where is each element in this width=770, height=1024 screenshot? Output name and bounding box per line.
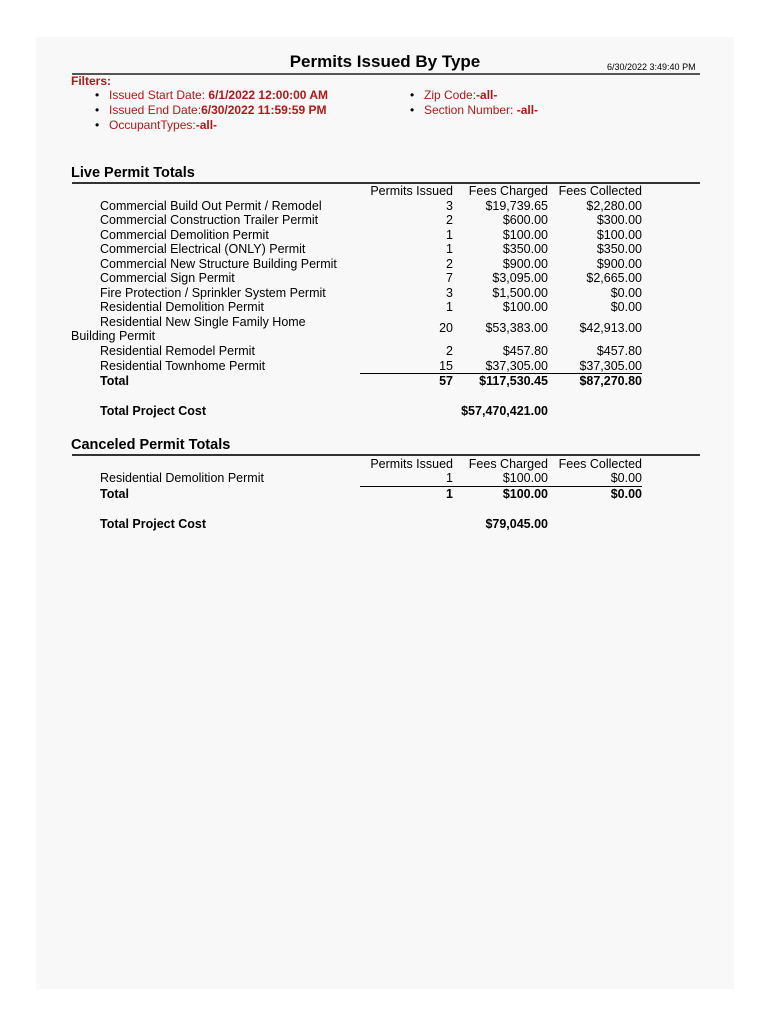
filter-label: Zip Code:	[424, 88, 477, 102]
filter-value: -all-	[195, 118, 218, 132]
permits-issued: 2	[446, 257, 453, 271]
fees-collected: $37,305.00	[579, 359, 642, 373]
col-fees-charged: Fees Charged	[468, 184, 548, 198]
fees-collected: $42,913.00	[579, 321, 642, 335]
permit-type: Fire Protection / Sprinkler System Permit	[100, 286, 326, 300]
total-permits-issued: 1	[446, 487, 453, 501]
fees-collected: $0.00	[610, 286, 642, 300]
col-fees-charged: Fees Charged	[468, 457, 548, 471]
filter-label: Section Number:	[424, 103, 517, 117]
filters-label: Filters:	[71, 74, 112, 88]
report-timestamp: 6/30/2022 3:49:40 PM	[607, 62, 696, 72]
filter-issued-start	[109, 88, 328, 102]
canceled-total-rule	[360, 486, 642, 487]
permit-type: Commercial Electrical (ONLY) Permit	[100, 242, 306, 256]
fees-collected: $0.00	[610, 300, 642, 314]
total-permits-issued: 57	[439, 374, 453, 388]
filter-section-number	[424, 103, 538, 117]
fees-charged: $900.00	[502, 257, 548, 271]
fees-charged: $19,739.65	[485, 199, 548, 213]
col-fees-collected: Fees Collected	[558, 457, 642, 471]
live-project-cost-value: $57,470,421.00	[461, 404, 548, 418]
filter-value: 6/30/2022 11:59:59 PM	[201, 103, 327, 117]
permit-type: Commercial Demolition Permit	[100, 228, 269, 242]
fees-charged: $350.00	[502, 242, 548, 256]
title-rule	[72, 73, 700, 75]
fees-collected: $300.00	[596, 213, 642, 227]
fees-collected: $100.00	[596, 228, 642, 242]
permit-type: Residential New Single Family Home	[100, 315, 306, 329]
col-permits-issued: Permits Issued	[370, 457, 453, 471]
filter-value: -all-	[516, 103, 539, 117]
permit-type: Residential Remodel Permit	[100, 344, 255, 358]
filter-label: Issued End Date:	[109, 103, 202, 117]
permit-type: Commercial Construction Trailer Permit	[100, 213, 319, 227]
permit-type: Residential Demolition Permit	[100, 471, 264, 485]
fees-charged: $1,500.00	[492, 286, 548, 300]
filter-zip-code	[424, 88, 497, 102]
canceled-project-cost-value: $79,045.00	[485, 517, 548, 531]
canceled-project-cost-label: Total Project Cost	[100, 517, 207, 531]
permits-issued: 20	[439, 321, 453, 335]
fees-collected: $2,665.00	[586, 271, 642, 285]
permits-issued: 3	[446, 199, 453, 213]
permits-issued: 1	[446, 242, 453, 256]
permit-type: Commercial Build Out Permit / Remodel	[100, 199, 322, 213]
permits-issued: 1	[446, 471, 453, 485]
total-fees-collected: $0.00	[610, 487, 642, 501]
filter-issued-end	[109, 103, 327, 117]
total-label: Total	[100, 374, 129, 388]
permit-type: Residential Demolition Permit	[100, 300, 264, 314]
canceled-section-heading: Canceled Permit Totals	[71, 437, 231, 453]
permits-issued: 1	[446, 300, 453, 314]
fees-collected: $0.00	[610, 471, 642, 485]
col-permits-issued: Permits Issued	[370, 184, 453, 198]
total-fees-charged: $117,530.45	[479, 374, 548, 388]
permits-issued: 15	[439, 359, 453, 373]
filter-label: OccupantTypes:	[109, 118, 196, 132]
fees-charged: $100.00	[502, 228, 548, 242]
filter-occupant-types	[109, 118, 217, 132]
col-fees-collected: Fees Collected	[558, 184, 642, 198]
permit-type: Commercial Sign Permit	[100, 271, 235, 285]
permit-type: Residential Townhome Permit	[100, 359, 266, 373]
permits-issued: 7	[446, 271, 453, 285]
fees-charged: $3,095.00	[492, 271, 548, 285]
fees-collected: $457.80	[596, 344, 642, 358]
fees-charged: $100.00	[502, 300, 548, 314]
permit-type: Commercial New Structure Building Permit	[100, 257, 337, 271]
total-fees-charged: $100.00	[502, 487, 548, 501]
permits-issued: 3	[446, 286, 453, 300]
report-page	[36, 37, 734, 989]
filter-value: -all-	[476, 88, 498, 102]
permits-issued: 2	[446, 213, 453, 227]
total-fees-collected: $87,270.80	[579, 374, 642, 388]
total-label: Total	[100, 487, 129, 501]
fees-collected: $350.00	[596, 242, 642, 256]
fees-charged: $53,383.00	[485, 321, 548, 335]
fees-charged: $37,305.00	[485, 359, 548, 373]
permits-issued: 1	[446, 228, 453, 242]
permit-type-continued: Building Permit	[71, 329, 156, 343]
filter-label: Issued Start Date:	[109, 88, 209, 102]
live-project-cost-label: Total Project Cost	[100, 404, 207, 418]
permits-issued: 2	[446, 344, 453, 358]
fees-collected: $2,280.00	[586, 199, 642, 213]
fees-collected: $900.00	[596, 257, 642, 271]
live-section-heading: Live Permit Totals	[71, 165, 195, 181]
fees-charged: $457.80	[502, 344, 548, 358]
canceled-section-rule	[72, 454, 700, 456]
fees-charged: $600.00	[502, 213, 548, 227]
fees-charged: $100.00	[502, 471, 548, 485]
report-title: Permits Issued By Type	[289, 52, 481, 71]
filter-value: 6/1/2022 12:00:00 AM	[208, 88, 329, 102]
